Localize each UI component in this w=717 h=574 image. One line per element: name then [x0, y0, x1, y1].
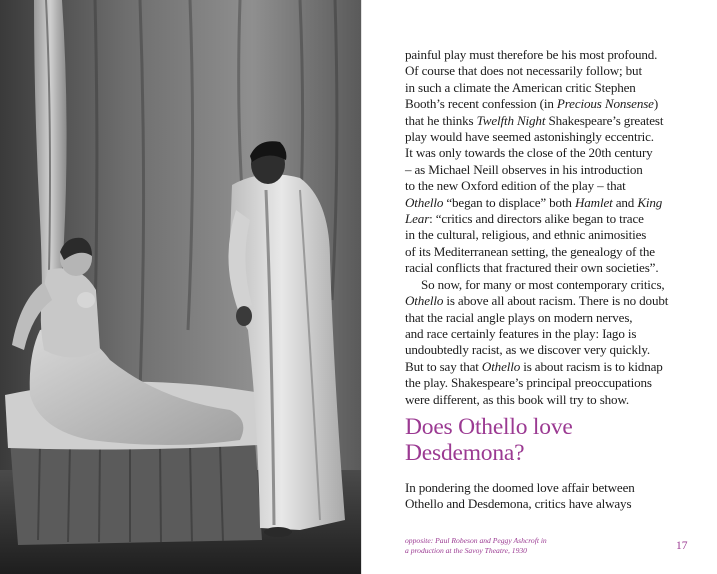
text-run: play would have seemed astonishingly eccentric. [405, 129, 654, 145]
text-line: Othello and Desdemona, critics have always [405, 496, 632, 512]
caption-line: a production at the Savoy Theatre, 1930 [405, 546, 527, 555]
text-line [405, 326, 695, 342]
text-line [405, 310, 695, 326]
italic-title: King [637, 194, 663, 210]
heading-line: Does Othello love [405, 414, 573, 440]
text-line [405, 145, 695, 161]
text-run: racial conflicts that fractured their own societies”. [405, 260, 659, 276]
text-line [405, 96, 695, 112]
text-run: and race certainly features in the play: Iago is [405, 325, 637, 341]
italic-title: Twelfth Night [476, 112, 546, 128]
text-line [405, 113, 695, 129]
body-paragraph [405, 47, 695, 408]
text-line [405, 260, 695, 276]
text-run: to the new Oxford edition of the play – that [405, 178, 626, 194]
text-run: – as Michael Neill observes in his introduction [405, 161, 643, 177]
text-run: that the racial angle plays on modern nerves, [405, 309, 633, 325]
text-line [405, 293, 695, 309]
text-run: and [612, 194, 638, 210]
text-run: It was only towards the close of the 20th century [405, 145, 653, 161]
italic-title: Precious Nonsense [556, 96, 654, 112]
text-run: So now, for many or most contemporary critics, [421, 276, 665, 292]
text-line [405, 244, 695, 260]
italic-title: Othello [405, 194, 444, 210]
text-run: undoubtedly racist, as we discover very quickly. [405, 342, 651, 358]
photo-caption [405, 536, 605, 556]
section-heading [405, 414, 705, 466]
text-run: the play. Shakespeare’s principal preoccupations [405, 375, 652, 391]
page-number: 17 [676, 540, 688, 552]
text-run: that he thinks [405, 112, 477, 128]
text-line [405, 178, 695, 194]
text-line [405, 162, 695, 178]
text-run: But to say that [405, 358, 482, 374]
text-line [405, 375, 695, 391]
text-run: in the cultural, religious, and ethnic animosities [405, 227, 647, 243]
text-line [405, 359, 695, 375]
text-line [405, 47, 695, 63]
text-run: were different, as this book will try to show. [405, 391, 630, 407]
text-run: : “critics and directors alike began to trace [429, 211, 644, 227]
text-run: of its Mediterranean setting, the genealogy of the [405, 243, 655, 259]
text-run: painful play must therefore be his most profound. [405, 47, 658, 62]
text-line [405, 392, 695, 408]
text-line [405, 211, 695, 227]
italic-title: Lear [405, 211, 430, 227]
text-line [405, 129, 695, 145]
italic-title: Othello [405, 293, 444, 309]
text-run: in such a climate the American critic Stephen [405, 79, 636, 95]
caption-line: opposite: Paul Robeson and Peggy Ashcroft in [405, 536, 547, 545]
text-run: “began to displace” both [443, 194, 575, 210]
text-line [405, 195, 695, 211]
text-run: Shakespeare’s greatest [545, 112, 664, 128]
text-line: In pondering the doomed love affair between [405, 480, 635, 495]
text-line [405, 80, 695, 96]
italic-title: Hamlet [574, 194, 613, 210]
text-run: Of course that does not necessarily follow; but [405, 63, 642, 79]
text-line [405, 277, 695, 293]
text-run: is above all about racism. There is no doubt [443, 293, 669, 309]
text-run: is about racism is to kidnap [520, 358, 663, 374]
text-page [362, 0, 717, 574]
heading-line: Desdemona? [405, 440, 525, 466]
text-line [405, 342, 695, 358]
text-line [405, 63, 695, 79]
text-line [405, 227, 695, 243]
text-run: Booth’s recent confession (in [405, 96, 557, 112]
italic-title: Othello [481, 358, 521, 374]
body-paragraph-2 [405, 480, 695, 513]
text-run: ) [653, 96, 659, 112]
